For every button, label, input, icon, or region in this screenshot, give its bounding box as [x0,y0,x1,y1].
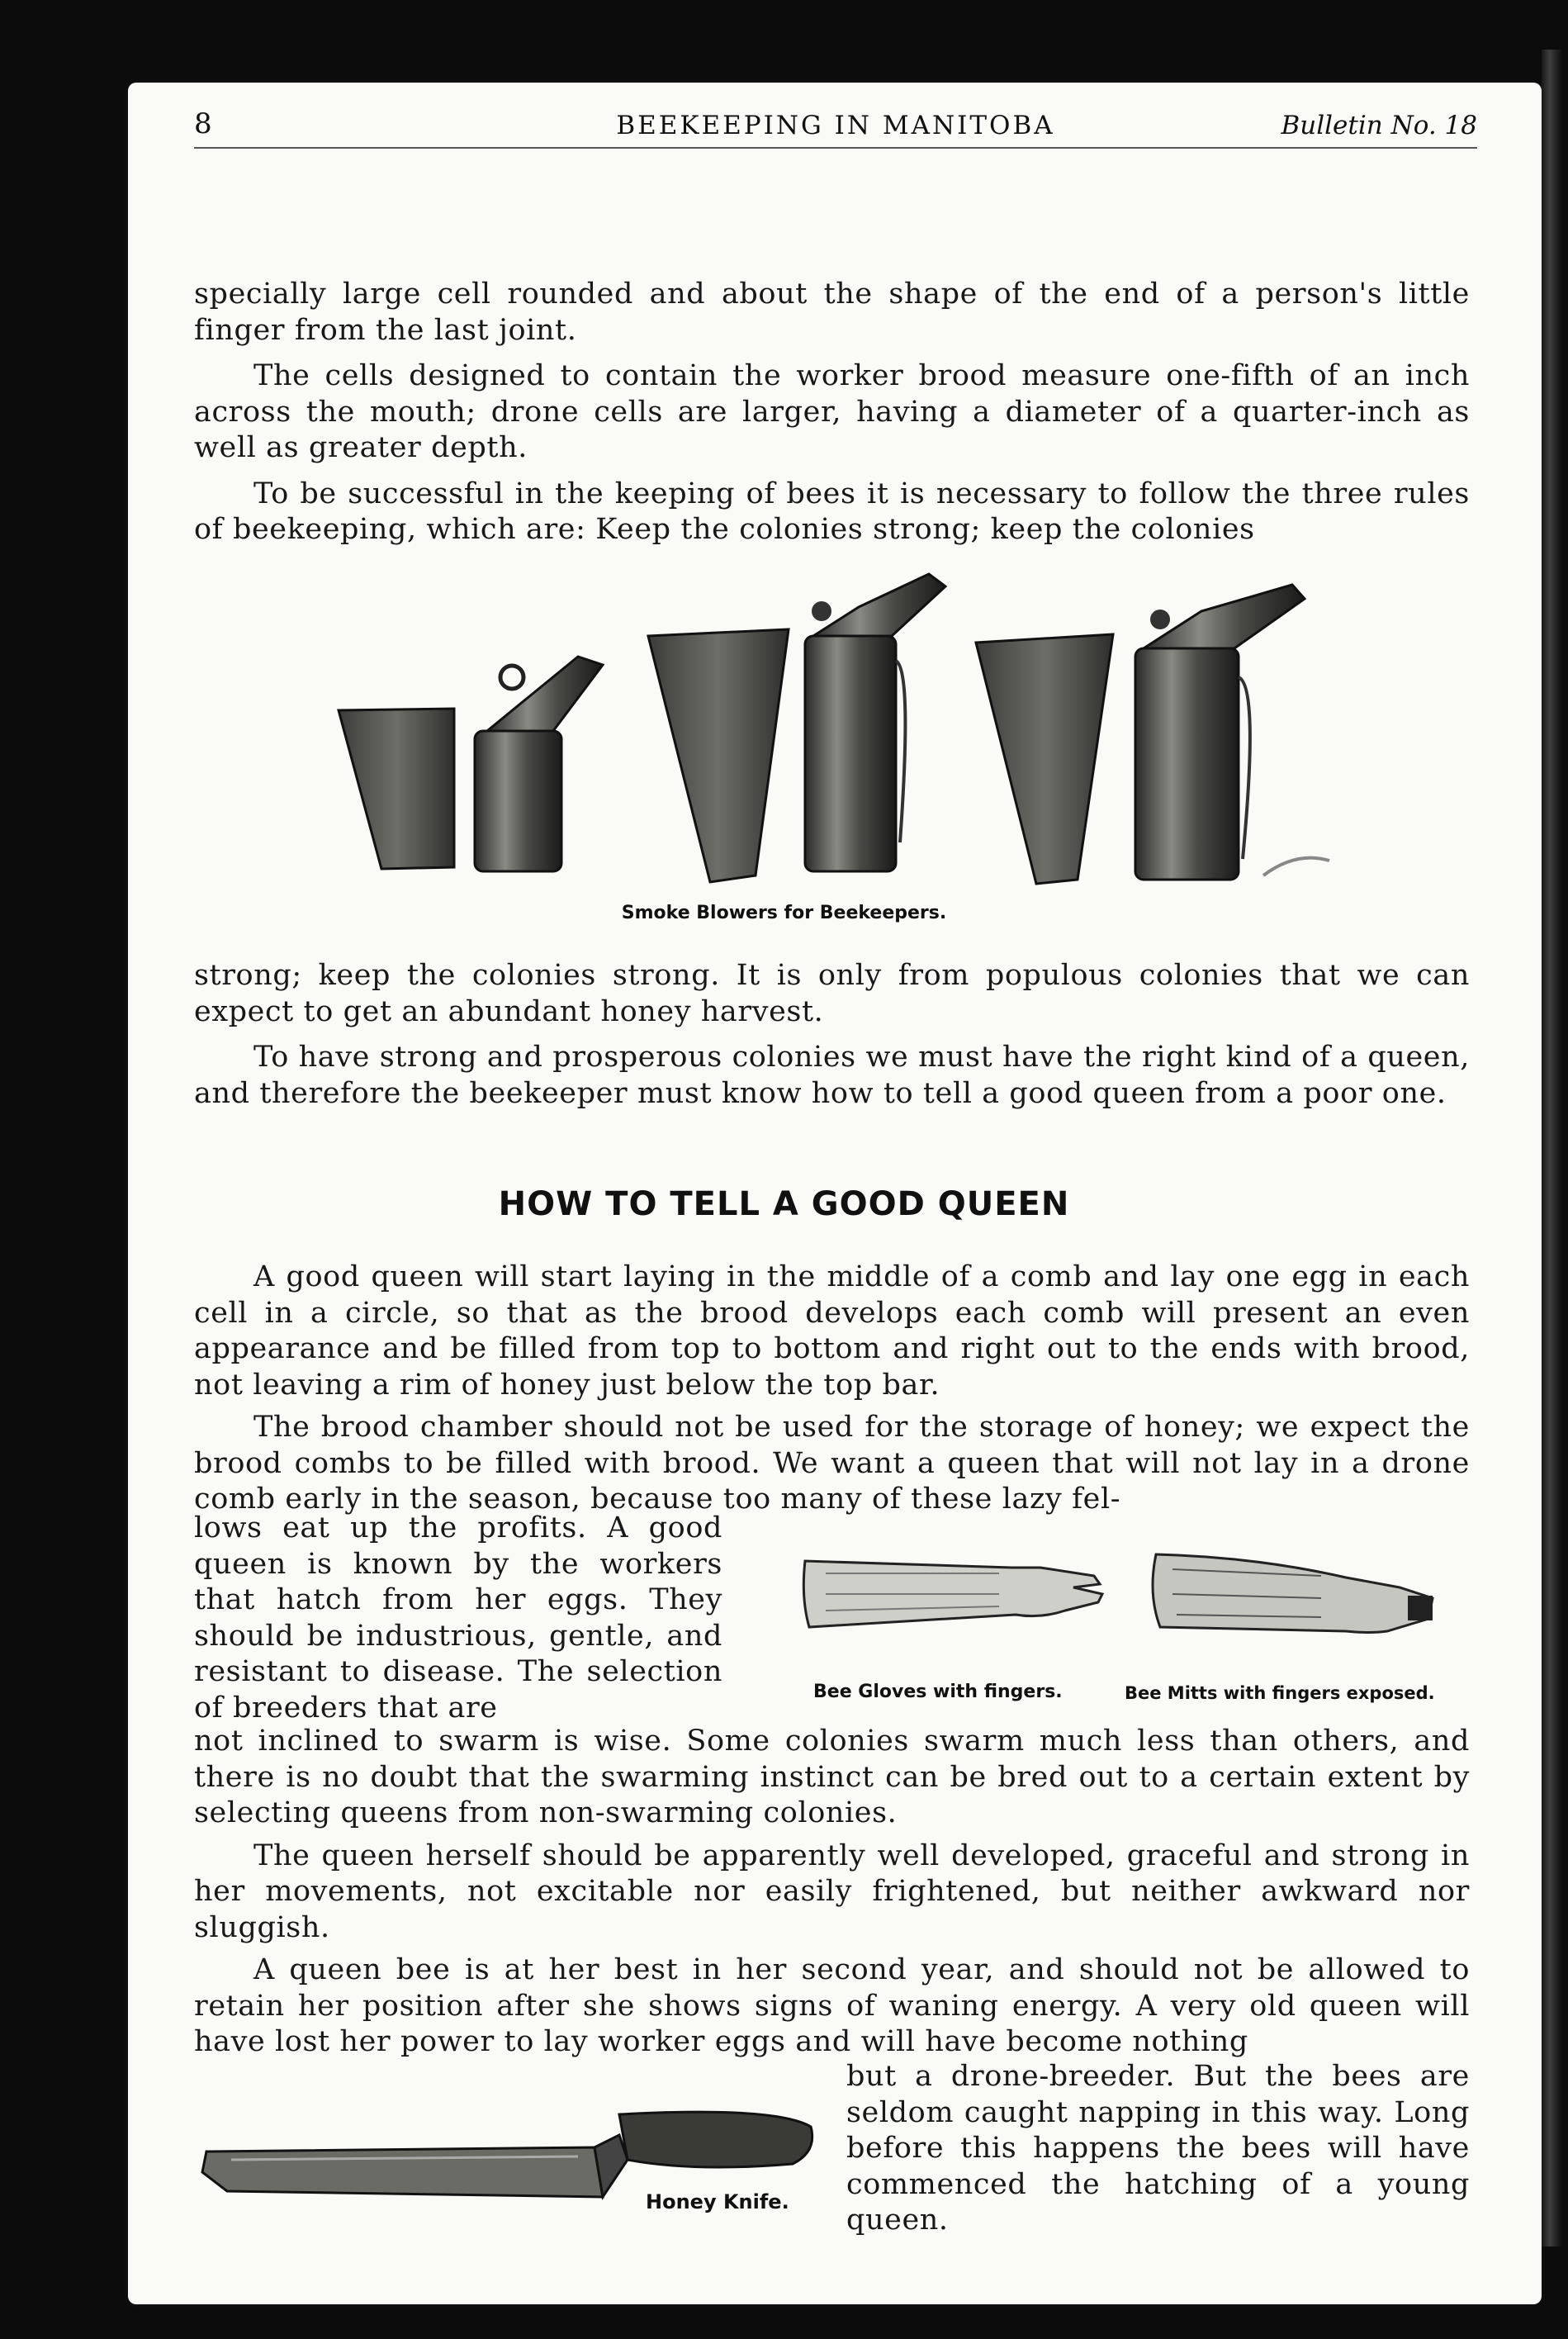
mitts-caption: Bee Mitts with fingers exposed. [1125,1683,1435,1703]
paragraph: The brood chamber should not be used for the storage of honey; we expect the brood combs to be filled with brood. We want a queen that will not lay in a drone comb early in the season, because too many of these lazy fel- [194,1411,1470,1516]
text-block-top [194,277,1470,548]
smoker-small [339,657,603,871]
smoker-medium [648,574,945,882]
text-block-queen [194,1260,1470,1518]
paragraph: but a drone-breeder. But the bees are seldom caught napping in this way. Long before this happens the bees will have commenced the hatching of a young queen. [846,2060,1470,2237]
page-header [194,106,1477,149]
paragraph: not inclined to swarm is wise. Some colonies swarm much less than others, and there is no doubt that the swarming instinct can be bred out to a certain extent by selecting queens from non-swarming colonies. [194,1725,1470,1829]
text-block-narrow-right [846,2059,1470,2239]
paragraph: A good queen will start laying in the middle of a comb and lay one egg in each cell in a circle, so that as the brood develops each comb will present an even appearance and be filled from top to bottom and right out to the ends with brood, not leaving a rim of honey just below the top bar. [194,1260,1470,1402]
bulletin-number: Bulletin No. 18 [1281,111,1477,140]
smoke-blowers-illustration [330,570,1354,909]
section-heading: HOW TO TELL A GOOD QUEEN [498,1185,1070,1223]
paragraph: lows eat up the profits. A good queen is known by the workers that hatch from her eggs. They should be industrious, gentle, and resistant to disease. The selection of breeders that are [194,1511,722,1725]
smoker-large [976,585,1329,884]
paragraph: To have strong and prosperous colonies we must have the right kind of a queen, and therefore the beekeeper must know how to tell a good queen from a poor one. [194,1041,1470,1110]
bee-glove [803,1561,1102,1627]
paragraph: strong; keep the colonies strong. It is only from populous colonies that we can expect to get an abundant honey harvest. [194,959,1470,1028]
paragraph: The queen herself should be apparently well developed, graceful and strong in her movements, not excitable nor easily frightened, but neither awkward nor sluggish. [194,1838,1470,1944]
text-block-narrow [194,1511,722,1726]
text-block-swarm [194,1724,1470,2061]
paragraph: specially large cell rounded and about the shape of the end of a person's little finger from the last joint. [194,278,1470,347]
paragraph: To be successful in the keeping of bees it is necessary to follow the three rules of beekeeping, which are: Keep the colonies strong; keep the colonies [194,477,1470,546]
paragraph: A queen bee is at her best in her second year, and should not be allowed to retain her position after she shows signs of waning energy. A very old queen will have lost her power to lay worker eggs and will have become nothing [194,1953,1470,2058]
bee-mitt [1153,1554,1433,1633]
smokers-caption: Smoke Blowers for Beekeepers. [621,903,947,923]
running-title: BEEKEEPING IN MANITOBA [616,111,1055,140]
text-block-middle [194,958,1470,1112]
page-number: 8 [194,107,212,140]
knife-caption: Honey Knife. [646,2190,789,2213]
gloves-illustration [793,1536,1470,1660]
binding-edge [1542,50,1561,2246]
gloves-caption: Bee Gloves with fingers. [813,1682,1063,1702]
paragraph: The cells designed to contain the worker brood measure one-fifth of an inch across the mouth; drone cells are larger, having a diameter of a quarter-inch as well as greater depth. [194,359,1470,464]
